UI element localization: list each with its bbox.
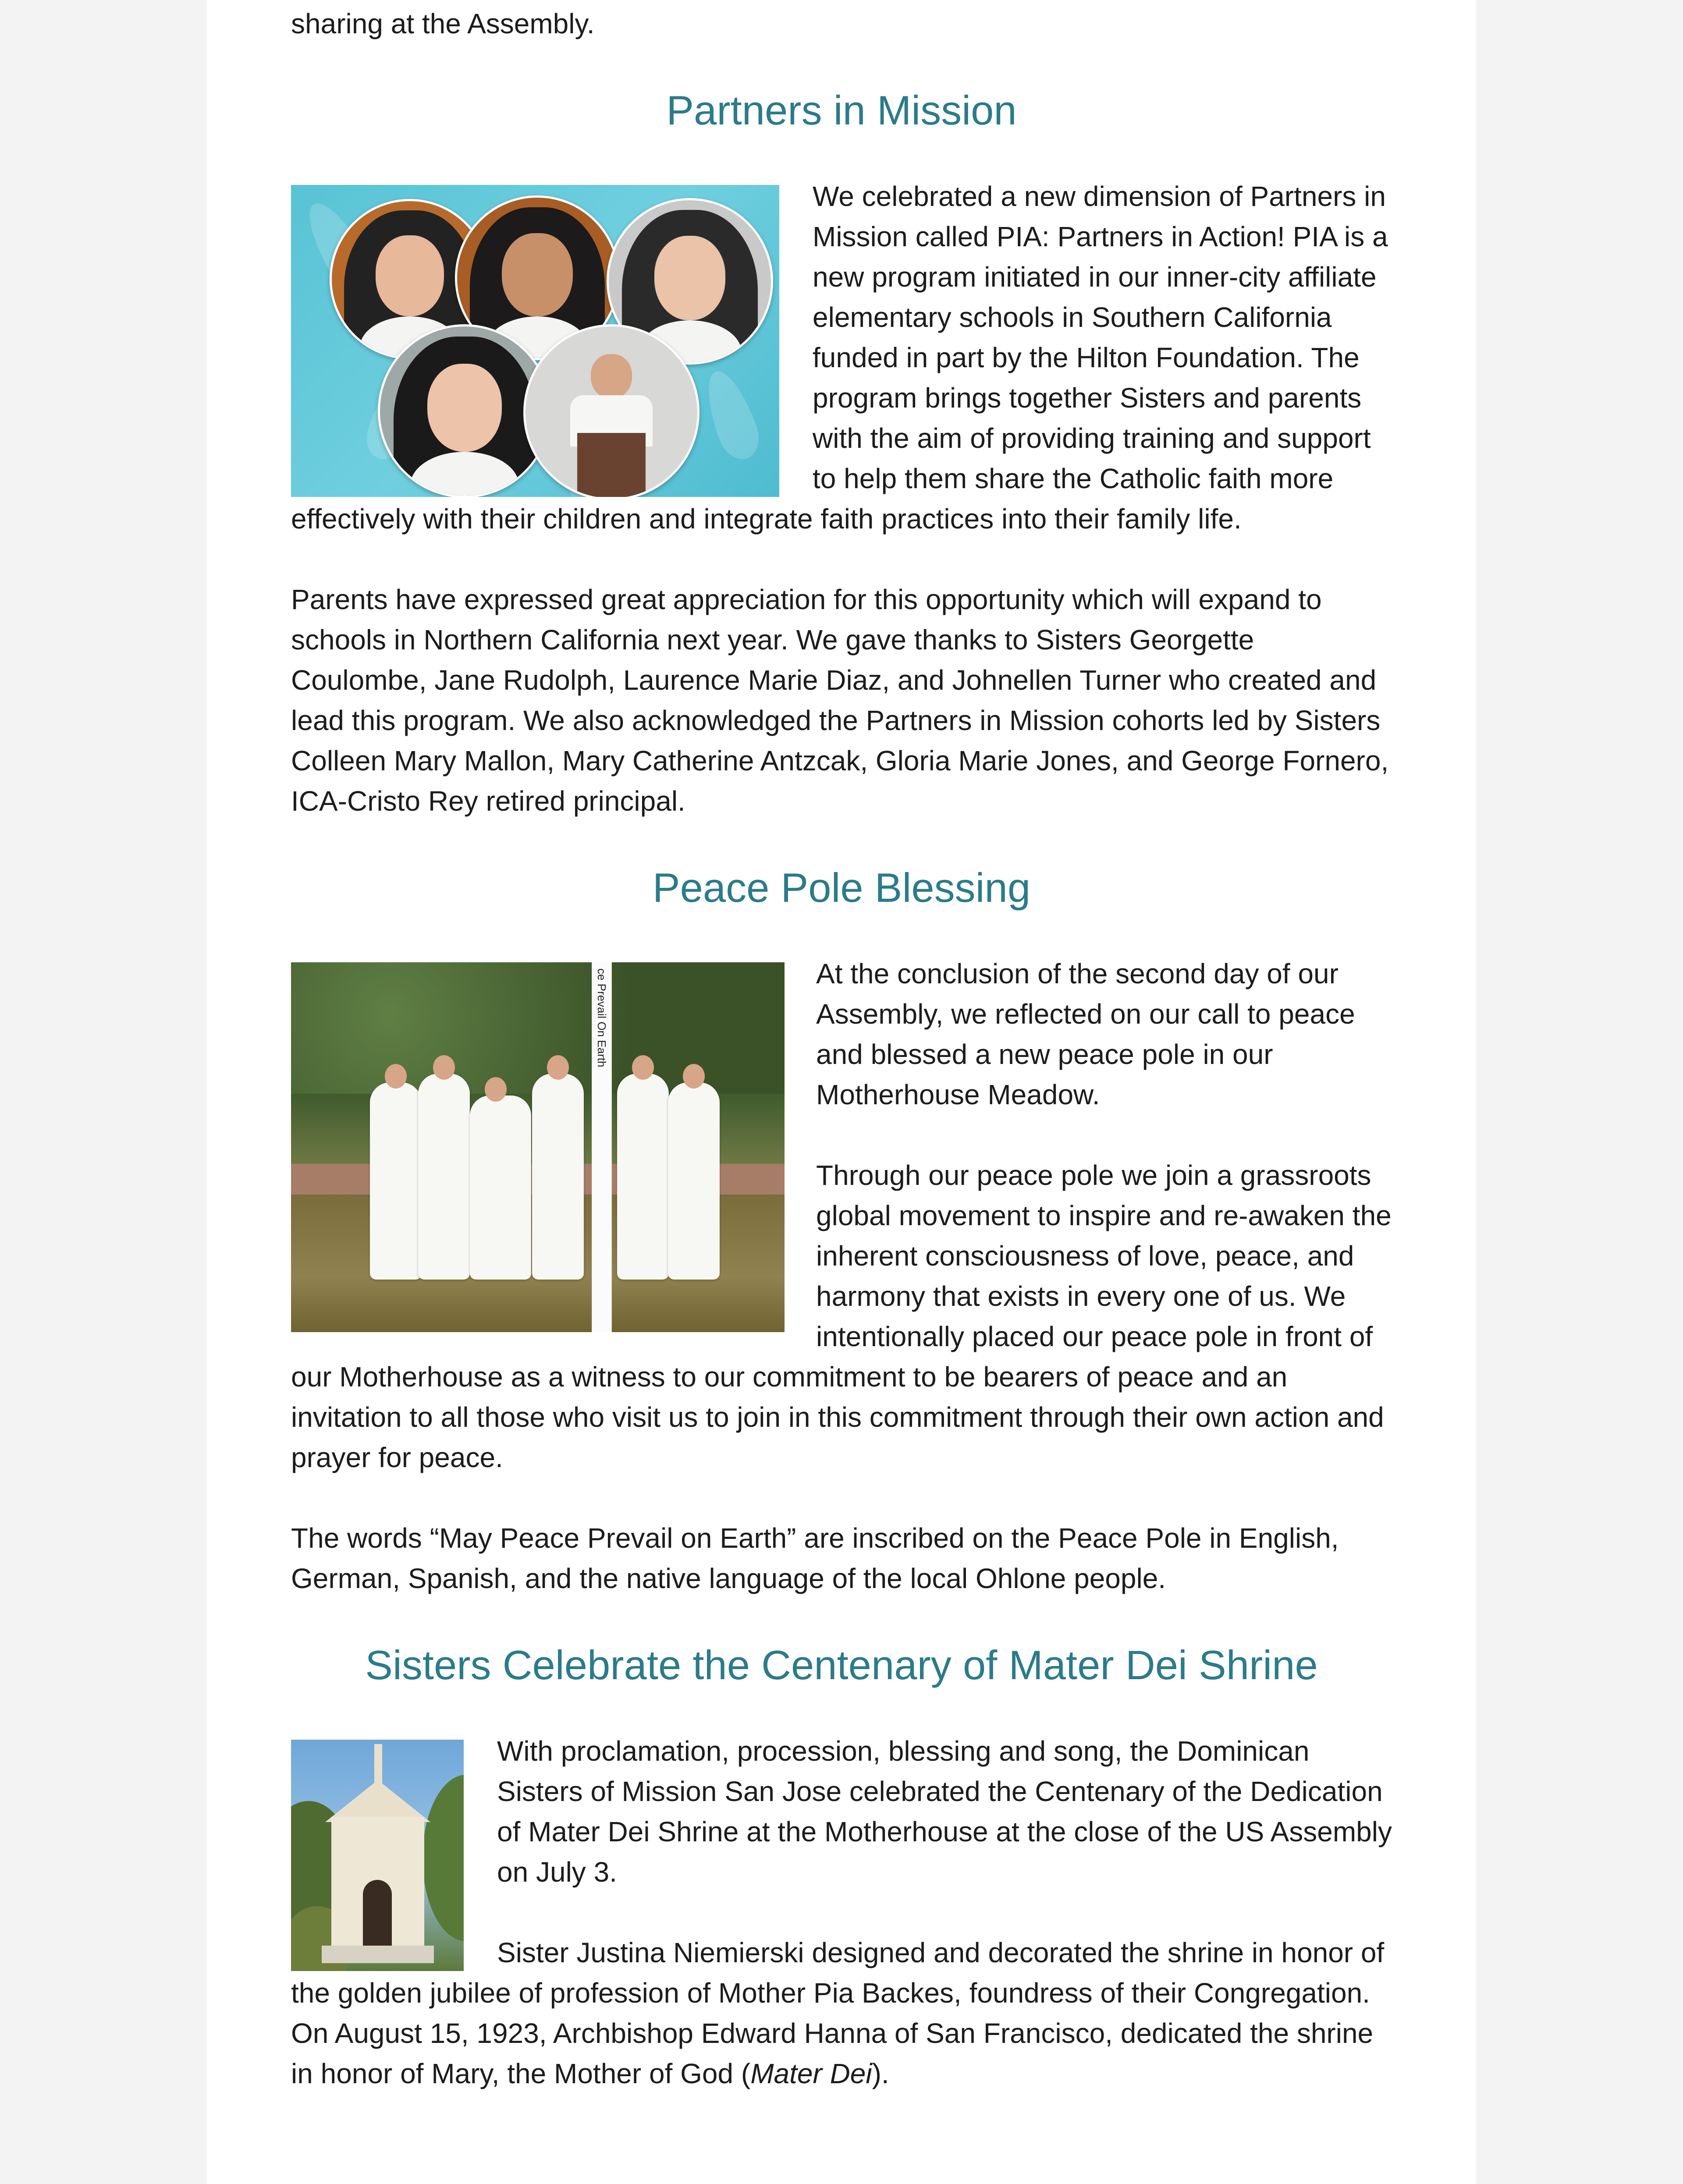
mater-dei-shrine-heading: Sisters Celebrate the Centenary of Mater Dei Shrine: [365, 1642, 1318, 1688]
intro-tail-text: sharing at the Assembly.: [291, 8, 595, 39]
peace-pole-paragraph-3: The words “May Peace Prevail on Earth” are inscribed on the Peace Pole in English, German, Spanish, and the native language of the local Ohlone people.: [291, 1522, 1339, 1594]
newsletter-column: [207, 0, 1476, 2184]
peace-pole-paragraph-2: Through our peace pole we join a grassroots global movement to inspire and re-awaken the inherent consciousness of love, peace, and harmony that exists in every one of us. We intentionally placed our peace pole in front of our Motherhouse as a witness to our commitment to be bearers of peace and an invitation to all those who visit us to join in this commitment through their own action and prayer for peace.: [291, 1159, 1392, 1473]
sister-figure: [470, 1096, 531, 1280]
shrine-paragraph-2-closing: ).: [872, 2058, 889, 2089]
mater-dei-shrine-photo: [291, 1740, 464, 1971]
partners-in-mission-photo: [291, 185, 779, 497]
shrine-paragraph-2-text: Sister Justina Niemierski designed and decorated the shrine in honor of the golden jubilee of profession of Mother Pia Backes, foundress of their Congregation. On August 15, 1923, Archbishop Edward Hanna of San Francisco, dedicated the shrine in honor of Mary, the Mother of God (: [291, 1937, 1385, 2089]
shrine-paragraph-1: With proclamation, procession, blessing and song, the Dominican Sisters of Mission San Jose celebrated the Centenary of the Dedication of Mater Dei Shrine at the Motherhouse at the close of the US Assembly on July 3.: [497, 1735, 1392, 1888]
peace-pole: [592, 962, 612, 1332]
newsletter-content: [291, 0, 1392, 2094]
mater-dei-italic: Mater Dei: [750, 2058, 872, 2089]
sister-at-podium-portrait: [523, 324, 699, 497]
sister-figure: [668, 1082, 720, 1280]
sister-figure: [532, 1074, 584, 1280]
peace-pole-photo: [291, 962, 785, 1332]
sister-figure: [418, 1074, 470, 1280]
peace-pole-paragraph-1: At the conclusion of the second day of our Assembly, we reflected on our call to peace and blessed a new peace pole in our Motherhouse Meadow.: [816, 958, 1355, 1110]
peace-pole-heading: Peace Pole Blessing: [652, 865, 1031, 911]
partners-paragraph-1: We celebrated a new dimension of Partners in Mission called PIA: Partners in Action! PIA is a new program initiated in our inner-city affiliate elementary schools in Southern California funded in part by the Hilton Foundation. The program brings together Sisters and parents with the aim of providing training and support to help them share the Catholic faith more effectively with their children and integrate faith practices into their family life.: [291, 181, 1388, 535]
partners-in-mission-heading: Partners in Mission: [666, 87, 1017, 133]
peace-pole-inscription: ce Prevail On Earth: [595, 968, 608, 1067]
sister-figure: [617, 1074, 669, 1280]
partners-paragraph-2: Parents have expressed great appreciation for this opportunity which will expand to schools in Northern California next year. We gave thanks to Sisters Georgette Coulombe, Jane Rudolph, Laurence Marie Diaz, and Johnellen Turner who created and lead this program. We also acknowledged the Partners in Mission cohorts led by Sisters Colleen Mary Mallon, Mary Catherine Antzcak, Gloria Marie Jones, and George Fornero, ICA-Cristo Rey retired principal.: [291, 584, 1389, 817]
sister-figure: [370, 1082, 422, 1280]
